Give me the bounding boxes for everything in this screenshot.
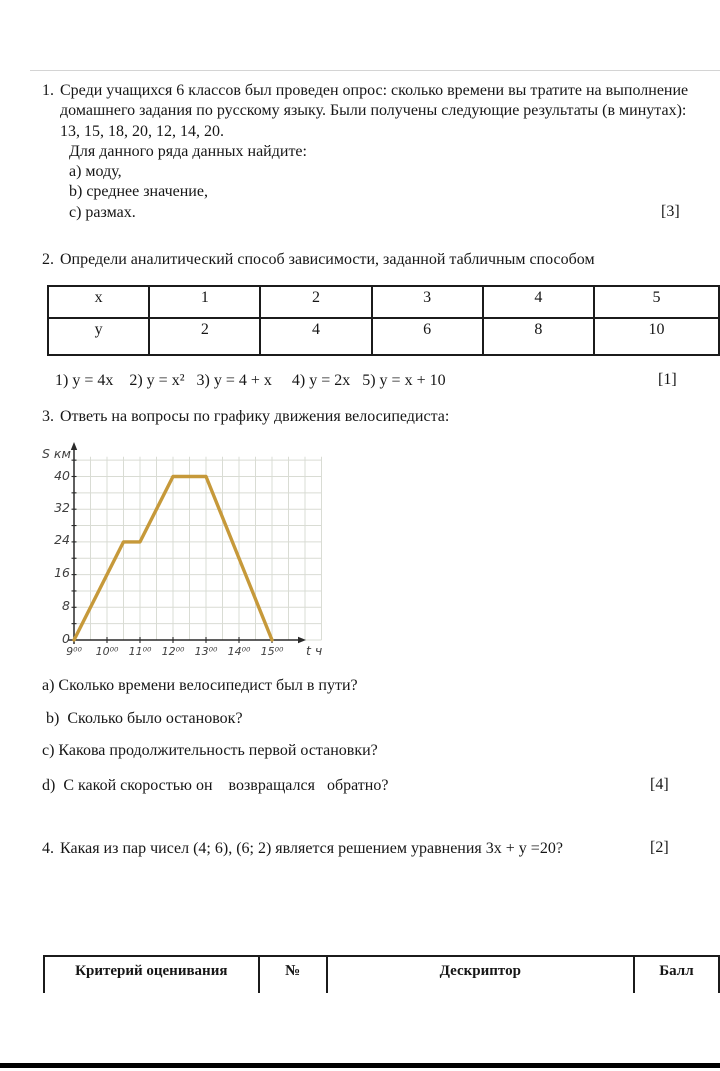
value-table-row-x [48, 286, 719, 318]
bottom-border-line [0, 1063, 720, 1068]
y-tick-16: 16 [54, 565, 70, 580]
value-cell: 5 [594, 286, 719, 318]
y-tick-40: 40 [54, 468, 70, 483]
value-cell: 2 [149, 318, 260, 355]
question-3-item-b: b) Сколько было остановок? [42, 710, 243, 727]
question-1-subtitle: Для данного ряда данных найдите: [69, 142, 307, 160]
x-tick-12: 12⁰⁰ [161, 645, 185, 658]
question-3-item-c: c) Какова продолжительность первой остановки? [42, 742, 378, 759]
question-1-number: 1. [42, 82, 54, 99]
rubric-header-criteria: Критерий оценивания [45, 957, 260, 993]
value-cell: 1 [149, 286, 260, 318]
value-cell: 4 [260, 318, 371, 355]
x-tick-9: 9⁰⁰ [66, 645, 82, 658]
chart-grid [74, 457, 322, 640]
value-cell: 10 [594, 318, 719, 355]
question-4-number: 4. [42, 840, 54, 857]
question-3-number: 3. [42, 408, 54, 425]
x-tick-11: 11⁰⁰ [128, 645, 152, 658]
value-cell: 3 [372, 286, 483, 318]
question-3-score: [4] [650, 776, 669, 793]
top-divider-line [30, 70, 720, 71]
chart-ticks [72, 460, 273, 643]
y-axis-label: S км [42, 446, 71, 461]
question-2-score: [1] [658, 371, 677, 388]
value-cell: 4 [483, 286, 594, 318]
question-1 [42, 81, 708, 223]
value-cell: x [48, 286, 149, 318]
value-cell: y [48, 318, 149, 355]
movement-chart [40, 440, 340, 670]
x-axis-label: t ч [306, 643, 323, 658]
question-2-text: 2. Определи аналитический способ зависимости, заданной табличным способом [42, 251, 595, 268]
y-axis-arrow-icon [71, 442, 77, 450]
x-tick-15: 15⁰⁰ [260, 645, 284, 658]
question-3-text: 3. Ответь на вопросы по графику движения велосипедиста: [42, 408, 450, 425]
question-3-item-a: a) Сколько времени велосипедист был в пути? [42, 677, 358, 694]
y-tick-0: 0 [62, 631, 70, 646]
value-cell: 6 [372, 318, 483, 355]
x-tick-14: 14⁰⁰ [227, 645, 251, 658]
value-table-row-y [48, 318, 719, 355]
question-1-item-c: c) размах. [69, 203, 136, 221]
question-1-text: 1. Среди учащихся 6 классов был проведен опрос: сколько времени вы тратите на выполнение домашнего задания по русскому языку. Были получены следующие результаты (в минутах): 13, 15, 18, 20, 12, 14, 20. [42, 82, 689, 140]
rubric-table [43, 955, 720, 993]
y-tick-32: 32 [54, 500, 70, 515]
question-3-item-d: d) С какой скоростью он возвращался обратно? [42, 777, 389, 794]
x-tick-13: 13⁰⁰ [194, 645, 218, 658]
y-tick-24: 24 [54, 532, 70, 547]
value-table [47, 285, 720, 356]
question-1-item-b: b) среднее значение, [69, 183, 208, 201]
question-4-score: [2] [650, 839, 669, 856]
value-cell: 2 [260, 286, 371, 318]
question-1-item-a: a) моду, [69, 163, 122, 181]
question-2-options: 1) y = 4x 2) y = x² 3) y = 4 + x 4) y = 2x 5) y = x + 10 [55, 372, 446, 389]
question-4-text: 4. Какая из пар чисел (4; 6), (6; 2) является решением уравнения 3x + y =20? [42, 840, 563, 857]
rubric-header-number: № [260, 957, 328, 993]
rubric-header-descriptor: Дескриптор [328, 957, 635, 993]
rubric-header-score: Балл [635, 957, 720, 993]
x-tick-10: 10⁰⁰ [95, 645, 119, 658]
question-1-score: [3] [661, 203, 680, 220]
y-tick-8: 8 [62, 598, 70, 613]
value-cell: 8 [483, 318, 594, 355]
question-2-number: 2. [42, 251, 54, 268]
